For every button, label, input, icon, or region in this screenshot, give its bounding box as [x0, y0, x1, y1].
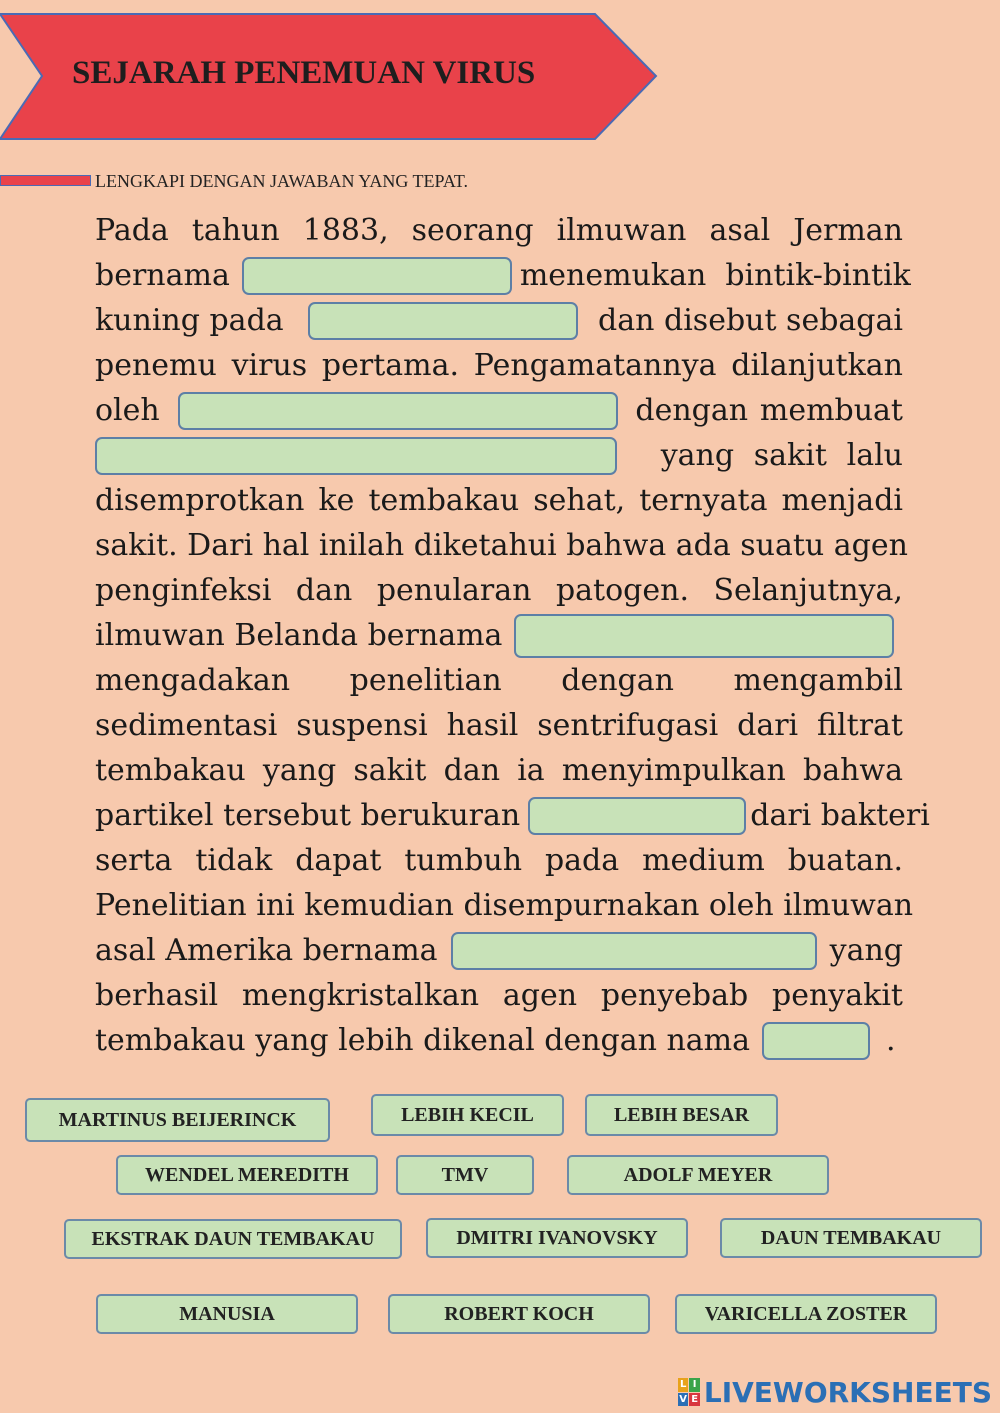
option-chip[interactable]: ADOLF MEYER: [567, 1155, 829, 1195]
passage-line-11: mengadakan penelitian dengan mengambil: [95, 663, 903, 698]
option-chip[interactable]: DAUN TEMBAKAU: [720, 1218, 982, 1258]
passage-line-7: disemprotkan ke tembakau sehat, ternyata menjadi: [95, 483, 903, 518]
answer-blank-2[interactable]: [308, 302, 578, 340]
passage-line-16: Penelitian ini kemudian disempurnakan oleh ilmuwan: [95, 888, 914, 923]
passage-line-13: tembakau yang sakit dan ia menyimpulkan bahwa: [95, 753, 903, 788]
liveworksheets-logo-icon: L I V E: [679, 1379, 699, 1405]
passage-line-4: penemu virus pertama. Pengamatannya dilanjutkan: [95, 348, 903, 383]
answer-blank-5[interactable]: [514, 614, 894, 658]
answer-blank-3[interactable]: [178, 392, 618, 430]
instruction-text: LENGKAPI DENGAN JAWABAN YANG TEPAT.: [95, 171, 469, 191]
passage-line-19: tembakau yang lebih dikenal dengan nama .: [95, 1023, 896, 1058]
option-chip[interactable]: WENDEL MEREDITH: [116, 1155, 378, 1195]
answer-blank-6[interactable]: [528, 797, 746, 835]
answer-blank-7[interactable]: [451, 932, 817, 970]
option-chip[interactable]: VARICELLA ZOSTER: [675, 1294, 937, 1334]
instruction-bar: [0, 175, 91, 186]
passage-line-6: yang sakit lalu: [95, 433, 903, 478]
passage-line-17: asal Amerika bernama yang: [95, 933, 903, 968]
passage-line-10: ilmuwan Belanda bernama: [95, 613, 903, 658]
answer-blank-4[interactable]: [95, 437, 617, 475]
option-chip[interactable]: DMITRI IVANOVSKY: [426, 1218, 688, 1258]
passage-line-1: Pada tahun 1883, seorang ilmuwan asal Jerman: [95, 213, 903, 248]
option-chip[interactable]: ROBERT KOCH: [388, 1294, 650, 1334]
page-title: SEJARAH PENEMUAN VIRUS: [72, 55, 536, 91]
passage-line-8: sakit. Dari hal inilah diketahui bahwa ada suatu agen: [95, 528, 908, 563]
option-chip[interactable]: LEBIH BESAR: [585, 1094, 778, 1136]
passage-line-14: partikel tersebut berukuran dari bakteri: [95, 798, 930, 833]
passage-line-3: kuning pada dan disebut sebagai: [95, 303, 903, 338]
option-chip[interactable]: MANUSIA: [96, 1294, 358, 1334]
passage-line-15: serta tidak dapat tumbuh pada medium buatan.: [95, 843, 903, 878]
answer-blank-8[interactable]: [762, 1022, 870, 1060]
option-chip[interactable]: LEBIH KECIL: [371, 1094, 564, 1136]
liveworksheets-logo: [678, 1375, 992, 1409]
answer-blank-1[interactable]: [242, 257, 512, 295]
option-chip[interactable]: TMV: [396, 1155, 534, 1195]
passage-line-2: bernama menemukan bintik-bintik: [95, 258, 911, 293]
option-chip[interactable]: MARTINUS BEIJERINCK: [25, 1098, 330, 1142]
option-chip[interactable]: EKSTRAK DAUN TEMBAKAU: [64, 1219, 402, 1259]
passage-line-12: sedimentasi suspensi hasil sentrifugasi dari filtrat: [95, 708, 903, 743]
passage-line-9: penginfeksi dan penularan patogen. Selanjutnya,: [95, 573, 903, 608]
passage-line-18: berhasil mengkristalkan agen penyebab penyakit: [95, 978, 903, 1013]
passage-line-5: oleh dengan membuat: [95, 393, 903, 428]
logo-text: LIVEWORKSHEETS: [703, 1375, 992, 1409]
